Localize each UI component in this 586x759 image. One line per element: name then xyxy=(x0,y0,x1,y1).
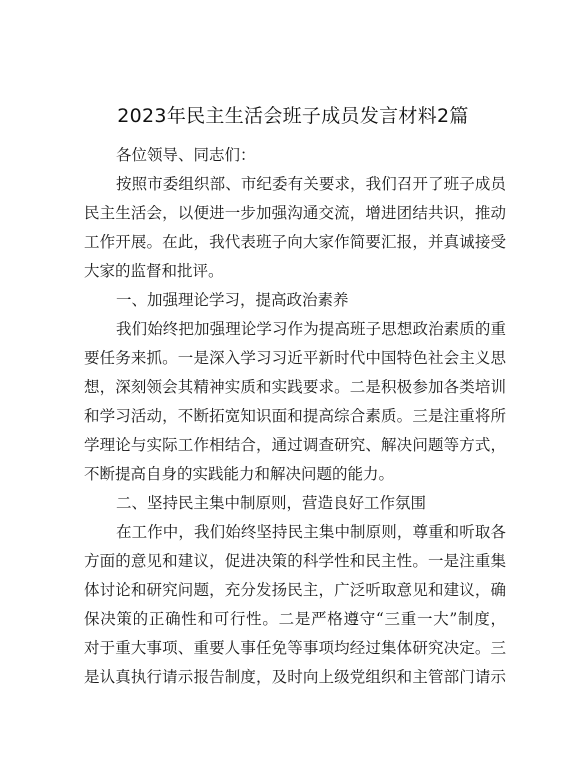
salutation xyxy=(84,141,506,170)
paragraph-democratic-centralism xyxy=(84,518,506,692)
paragraph-line: 是认真执行请示报告制度，及时向上级党组织和主管部门请示 xyxy=(84,668,506,686)
salutation-text: 各位领导、同志们： xyxy=(116,146,256,164)
section-heading-1 xyxy=(84,286,506,315)
section-heading-2 xyxy=(84,489,506,518)
paragraph-line: 和学习活动，不断拓宽知识面和提高综合素质。三是注重将所 xyxy=(84,407,506,425)
paragraph-line: 在工作中，我们始终坚持民主集中制原则，尊重和听取各 xyxy=(116,523,506,541)
paragraph-line: 体讨论和研究问题，充分发扬民主，广泛听取意见和建议，确 xyxy=(84,581,506,599)
paragraph-line: 学理论与实际工作相结合，通过调查研究、解决问题等方式， xyxy=(84,436,506,454)
paragraph-line: 民主生活会，以便进一步加强沟通交流，增进团结共识，推动 xyxy=(84,204,506,222)
paragraph-intro xyxy=(84,170,506,286)
document-title: 2023年民主生活会班子成员发言材料2篇 xyxy=(117,105,469,127)
paragraph-line: 工作开展。在此，我代表班子向大家作简要汇报，并真诚接受 xyxy=(84,233,506,251)
paragraph-line: 按照市委组织部、市纪委有关要求，我们召开了班子成员 xyxy=(116,175,506,193)
paragraph-line: 我们始终把加强理论学习作为提高班子思想政治素质的重 xyxy=(116,320,506,338)
paragraph-line: 大家的监督和批评。 xyxy=(84,262,224,280)
section-heading-text: 一、加强理论学习，提高政治素养 xyxy=(116,291,349,309)
paragraph-line: 保决策的正确性和可行性。二是严格遵守“三重一大”制度， xyxy=(84,610,506,628)
paragraph-line: 对于重大事项、重要人事任免等事项均经过集体研究决定。三 xyxy=(84,639,506,657)
paragraph-theory-study xyxy=(84,315,506,489)
paragraph-line: 方面的意见和建议，促进决策的科学性和民主性。一是注重集 xyxy=(84,552,506,570)
paragraph-line: 想，深刻领会其精神实质和实践要求。二是积极参加各类培训 xyxy=(84,378,506,396)
section-heading-text: 二、坚持民主集中制原则，营造良好工作氛围 xyxy=(116,494,427,512)
paragraph-line: 不断提高自身的实践能力和解决问题的能力。 xyxy=(84,465,395,483)
paragraph-line: 要任务来抓。一是深入学习习近平新时代中国特色社会主义思 xyxy=(84,349,506,367)
